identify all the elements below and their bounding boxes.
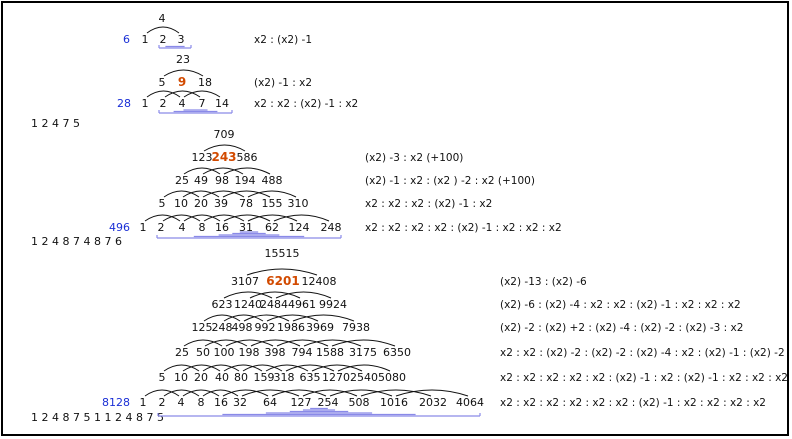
pyramid-value: 25 xyxy=(175,174,189,187)
digit-sequence: 1 2 4 8 7 5 1 1 2 4 8 7 5 xyxy=(31,411,164,424)
row-formula: (x2) -2 : (x2) +2 : (x2) -4 : (x2) -2 : (x2) -3 : x2 xyxy=(500,322,744,334)
pyramid-value: 2032 xyxy=(419,396,447,409)
pyramid-value: 125 xyxy=(191,321,213,334)
pyramid-value: 2 xyxy=(159,97,167,110)
row-formula: (x2) -1 : x2 : (x2 ) -2 : x2 (+100) xyxy=(365,175,535,187)
row-formula: (x2) -3 : x2 (+100) xyxy=(365,152,464,164)
row-formula: (x2) -13 : (x2) -6 xyxy=(500,276,587,288)
pyramid-value: 4 xyxy=(178,97,186,110)
pyramid-value: 80 xyxy=(234,371,248,384)
pyramid-value: 508 xyxy=(348,396,370,409)
pyramid-value: 10 xyxy=(174,197,188,210)
pyramid-value: 248 xyxy=(320,221,342,234)
pyramid-value: 1240 xyxy=(234,298,262,311)
pyramid-value: 3969 xyxy=(306,321,334,334)
row-formula: x2 : x2 : (x2) -2 : (x2) -2 : (x2) -4 : x2 : (x2) -1 : (x2) -2 xyxy=(500,347,785,359)
pyramid-value: 18 xyxy=(198,76,212,89)
pyramid-value: 9924 xyxy=(319,298,347,311)
pyramid-value: 194 xyxy=(234,174,256,187)
pyramid-value: 8 xyxy=(197,396,205,409)
row-formula: (x2) -1 : x2 xyxy=(254,77,313,89)
pyramid-value: 488 xyxy=(261,174,283,187)
pyramid-value: 243 xyxy=(211,150,237,164)
pyramid-value: 3107 xyxy=(231,275,259,288)
pyramid-value: 2540 xyxy=(350,371,378,384)
pyramid-value: 159 xyxy=(253,371,275,384)
pyramid-value: 5 xyxy=(158,76,166,89)
pyramid-value: 49 xyxy=(194,174,208,187)
pyramid-value: 14 xyxy=(215,97,229,110)
pyramid-value: 123 xyxy=(191,151,213,164)
pyramid-value: 3 xyxy=(177,33,185,46)
pyramid-value: 64 xyxy=(263,396,277,409)
pyramid-value: 10 xyxy=(174,371,188,384)
pyramid-value: 992 xyxy=(254,321,276,334)
pyramid-value: 1 xyxy=(139,221,147,234)
pyramid-value: 50 xyxy=(196,346,210,359)
digit-sequence: 1 2 4 8 7 4 8 7 6 xyxy=(31,235,122,248)
pyramid-value: 100 xyxy=(213,346,235,359)
pyramid-value: 20 xyxy=(194,197,208,210)
pyramid-value: 5 xyxy=(158,371,166,384)
pyramid-value: 5080 xyxy=(378,371,406,384)
row-formula: x2 : x2 : x2 : (x2) -1 : x2 xyxy=(365,198,493,210)
pyramid-value: 124 xyxy=(288,221,310,234)
pyramid-value: 2 xyxy=(159,33,167,46)
row-formula: (x2) -6 : (x2) -4 : x2 : x2 : (x2) -1 : x2 : x2 : x2 xyxy=(500,299,741,311)
row-formula: x2 : (x2) -1 xyxy=(254,34,313,46)
pyramid-value: 1016 xyxy=(380,396,408,409)
pyramid-value: 7 xyxy=(198,97,206,110)
pyramid-value: 6201 xyxy=(266,274,300,288)
row-formula: x2 : x2 : x2 : x2 : x2 : x2 : (x2) -1 : x2 : x2 : x2 : x2 xyxy=(500,397,766,409)
pyramid-value: 16 xyxy=(215,221,229,234)
pyramid-block-3 xyxy=(31,128,562,248)
pyramid-value: 2 xyxy=(157,221,165,234)
pyramid-value: 40 xyxy=(215,371,229,384)
pyramid-value: 31 xyxy=(239,221,253,234)
digit-sequence: 1 2 4 7 5 xyxy=(31,117,80,130)
pyramid-value: 586 xyxy=(236,151,258,164)
pyramid-value: 20 xyxy=(194,371,208,384)
perfect-number: 6 xyxy=(123,33,130,46)
pyramid-value: 62 xyxy=(265,221,279,234)
pyramid-value: 9 xyxy=(177,75,187,89)
pyramid-value: 7938 xyxy=(342,321,370,334)
pyramid-value: 23 xyxy=(176,53,190,66)
perfect-number: 496 xyxy=(109,221,130,234)
pyramid-value: 16 xyxy=(214,396,228,409)
pyramid-block-2 xyxy=(31,53,358,130)
pyramid-value: 8 xyxy=(198,221,206,234)
pyramid-value: 5 xyxy=(158,197,166,210)
pyramid-value: 1986 xyxy=(277,321,305,334)
pyramid-value: 25 xyxy=(175,346,189,359)
pyramid-value: 98 xyxy=(215,174,229,187)
pyramid-block-4 xyxy=(31,247,788,424)
pyramid-value: 6350 xyxy=(383,346,411,359)
pyramid-value: 2484 xyxy=(260,298,288,311)
perfect-number: 8128 xyxy=(102,396,130,409)
pyramid-value: 4064 xyxy=(456,396,484,409)
pyramid-block-1 xyxy=(123,12,312,48)
pyramid-value: 4 xyxy=(177,396,185,409)
pyramid-value: 32 xyxy=(233,396,247,409)
pyramid-value: 794 xyxy=(291,346,313,359)
pyramid-value: 155 xyxy=(261,197,283,210)
pyramid-value: 12408 xyxy=(301,275,337,288)
row-formula: x2 : x2 : (x2) -1 : x2 xyxy=(254,98,359,110)
pyramid-value: 254 xyxy=(317,396,339,409)
pyramid-value: 635 xyxy=(299,371,321,384)
pyramid-value: 3175 xyxy=(349,346,377,359)
pyramid-value: 623 xyxy=(211,298,233,311)
pyramid-value: 248 xyxy=(211,321,233,334)
pyramid-value: 2 xyxy=(158,396,166,409)
pyramid-value: 78 xyxy=(239,197,253,210)
pyramid-value: 709 xyxy=(213,128,235,141)
row-formula: x2 : x2 : x2 : x2 : x2 : (x2) -1 : x2 : (x2) -1 : x2 : x2 : x2 xyxy=(500,372,788,384)
pyramid-value: 498 xyxy=(231,321,253,334)
pyramid-value: 127 xyxy=(290,396,312,409)
pyramid-value: 1270 xyxy=(322,371,350,384)
pyramid-value: 1 xyxy=(141,33,149,46)
pyramid-value: 198 xyxy=(238,346,260,359)
pyramid-value: 1 xyxy=(139,396,147,409)
pyramid-value: 15515 xyxy=(264,247,300,260)
pyramid-value: 310 xyxy=(287,197,309,210)
pyramid-value: 318 xyxy=(273,371,295,384)
pyramid-value: 4961 xyxy=(288,298,316,311)
pyramid-value: 1 xyxy=(141,97,149,110)
pyramid-value: 39 xyxy=(214,197,228,210)
pyramid-value: 398 xyxy=(264,346,286,359)
pyramid-value: 1588 xyxy=(316,346,344,359)
row-formula: x2 : x2 : x2 : x2 : (x2) -1 : x2 : x2 : x2 xyxy=(365,222,562,234)
pyramid-value: 4 xyxy=(158,12,166,25)
pyramid-value: 4 xyxy=(178,221,186,234)
perfect-number: 28 xyxy=(117,97,131,110)
